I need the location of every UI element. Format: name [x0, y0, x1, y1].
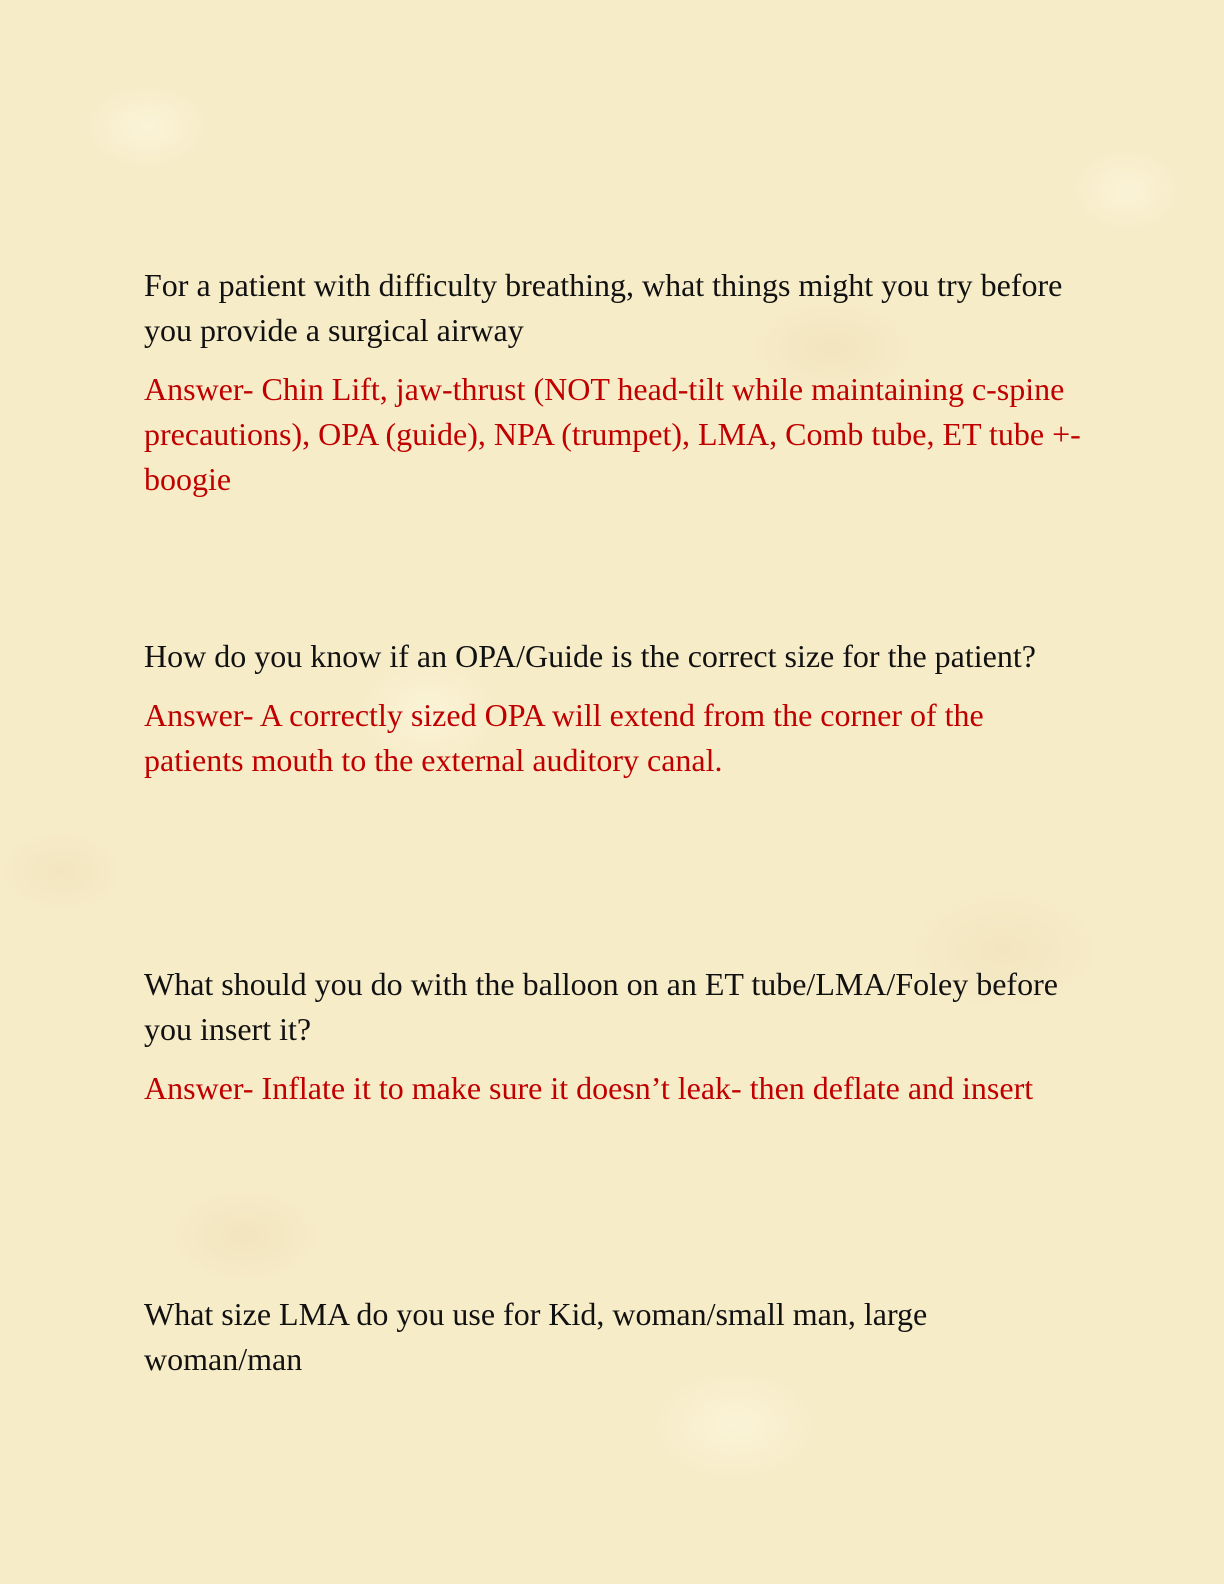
question-text: For a patient with difficulty breathing, what things might you try before you provide a surgical airway	[144, 267, 1063, 348]
qa-item-opa-size	[144, 634, 1084, 783]
question-text: What size LMA do you use for Kid, woman/small man, large woman/man	[144, 1296, 928, 1377]
qa-item-lma-size	[144, 1292, 1084, 1382]
answer-text: Answer- Chin Lift, jaw-thrust (NOT head-tilt while maintaining c-spine precautions), OPA (guide), NPA (trumpet), LMA, Comb tube, ET tube +- boogie	[144, 371, 1081, 497]
qa-item-airway-options	[144, 263, 1084, 502]
question-text: How do you know if an OPA/Guide is the correct size for the patient?	[144, 638, 1036, 674]
answer-text: Answer- Inflate it to make sure it doesn’t leak- then deflate and insert	[144, 1070, 1034, 1106]
answer-text: Answer- A correctly sized OPA will extend from the corner of the patients mouth to the external auditory canal.	[144, 697, 984, 778]
question-text: What should you do with the balloon on an ET tube/LMA/Foley before you insert it?	[144, 966, 1058, 1047]
qa-item-balloon-check	[144, 962, 1084, 1111]
